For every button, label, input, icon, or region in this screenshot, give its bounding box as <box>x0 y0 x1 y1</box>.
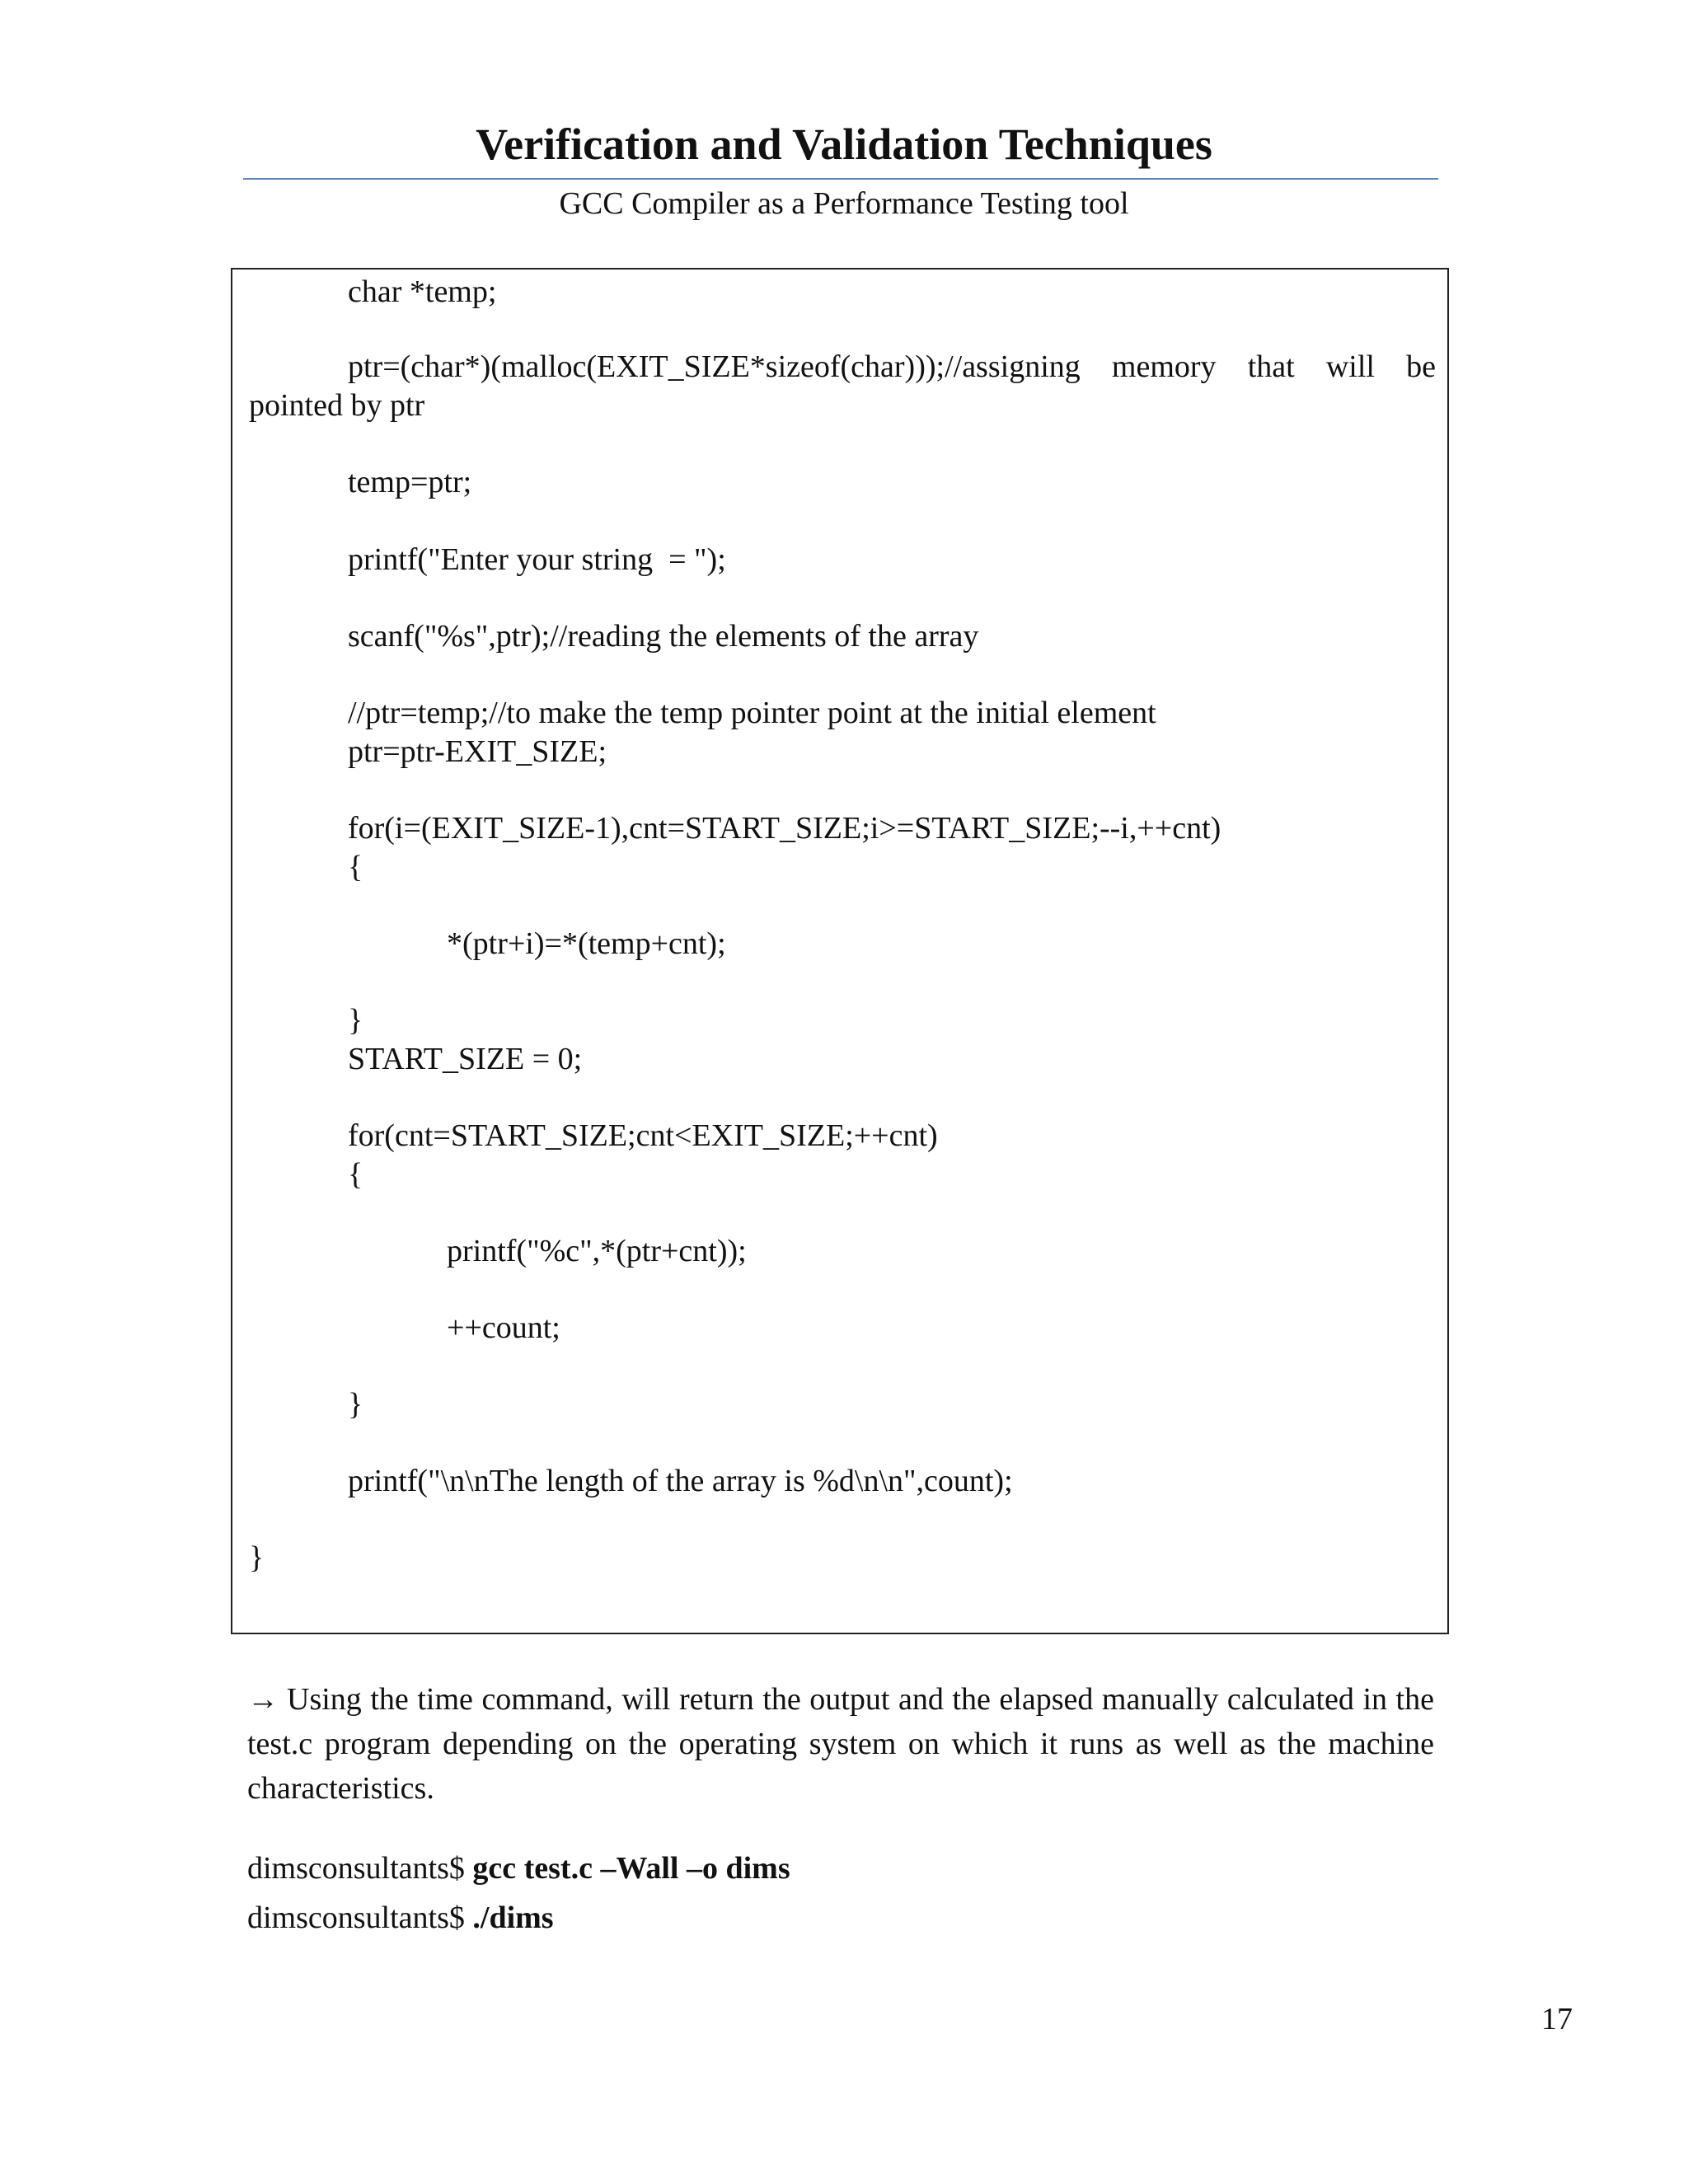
code-brace: { <box>348 850 363 884</box>
page-number: 17 <box>1541 2002 1573 2036</box>
code-line: ++count; <box>447 1310 560 1345</box>
terminal-command: ./dims <box>472 1900 554 1935</box>
code-line: START_SIZE = 0; <box>348 1042 583 1076</box>
code-brace: { <box>348 1157 363 1192</box>
code-brace: } <box>348 1003 363 1038</box>
arrow-right-icon: → <box>247 1682 279 1717</box>
code-brace: } <box>348 1387 363 1422</box>
terminal-command-line <box>247 1896 554 1940</box>
code-line: printf("\n\nThe length of the array is %d\n\n",count); <box>348 1464 1013 1498</box>
code-listing-box <box>231 268 1449 1634</box>
code-brace: } <box>249 1540 265 1575</box>
code-line: ptr=ptr-EXIT_SIZE; <box>348 734 607 769</box>
note-paragraph <box>247 1677 1434 1811</box>
terminal-command: gcc test.c –Wall –o dims <box>472 1851 790 1886</box>
code-comment-line: //ptr=temp;//to make the temp pointer point at the initial element <box>348 696 1156 730</box>
code-line: scanf("%s",ptr);//reading the elements of the array <box>348 619 979 654</box>
code-line: temp=ptr; <box>348 465 472 499</box>
terminal-command-line <box>247 1846 790 1891</box>
code-line: for(i=(EXIT_SIZE-1),cnt=START_SIZE;i>=START_SIZE;--i,++cnt) <box>348 811 1221 846</box>
code-line: printf("Enter your string = "); <box>348 542 726 577</box>
code-line: printf("%c",*(ptr+cnt)); <box>447 1234 747 1268</box>
terminal-prompt: dimsconsultants$ <box>247 1851 473 1886</box>
code-line: *(ptr+i)=*(temp+cnt); <box>447 926 726 961</box>
code-line: for(cnt=START_SIZE;cnt<EXIT_SIZE;++cnt) <box>348 1118 938 1153</box>
header-divider <box>243 178 1438 180</box>
page-title: Verification and Validation Techniques <box>476 120 1212 169</box>
terminal-prompt: dimsconsultants$ <box>247 1900 473 1935</box>
code-line: char *temp; <box>348 274 497 309</box>
code-line-wrapped: ptr=(char*)(malloc(EXIT_SIZE*sizeof(char)));//assigning memory that will be pointed by ptr <box>249 349 1436 423</box>
page-subtitle: GCC Compiler as a Performance Testing tool <box>559 186 1129 221</box>
note-text: Using the time command, will return the output and the elapsed manually calculated in the test.c program depending on the operating system on which it runs as well as the machine characteristics. <box>247 1682 1434 1806</box>
